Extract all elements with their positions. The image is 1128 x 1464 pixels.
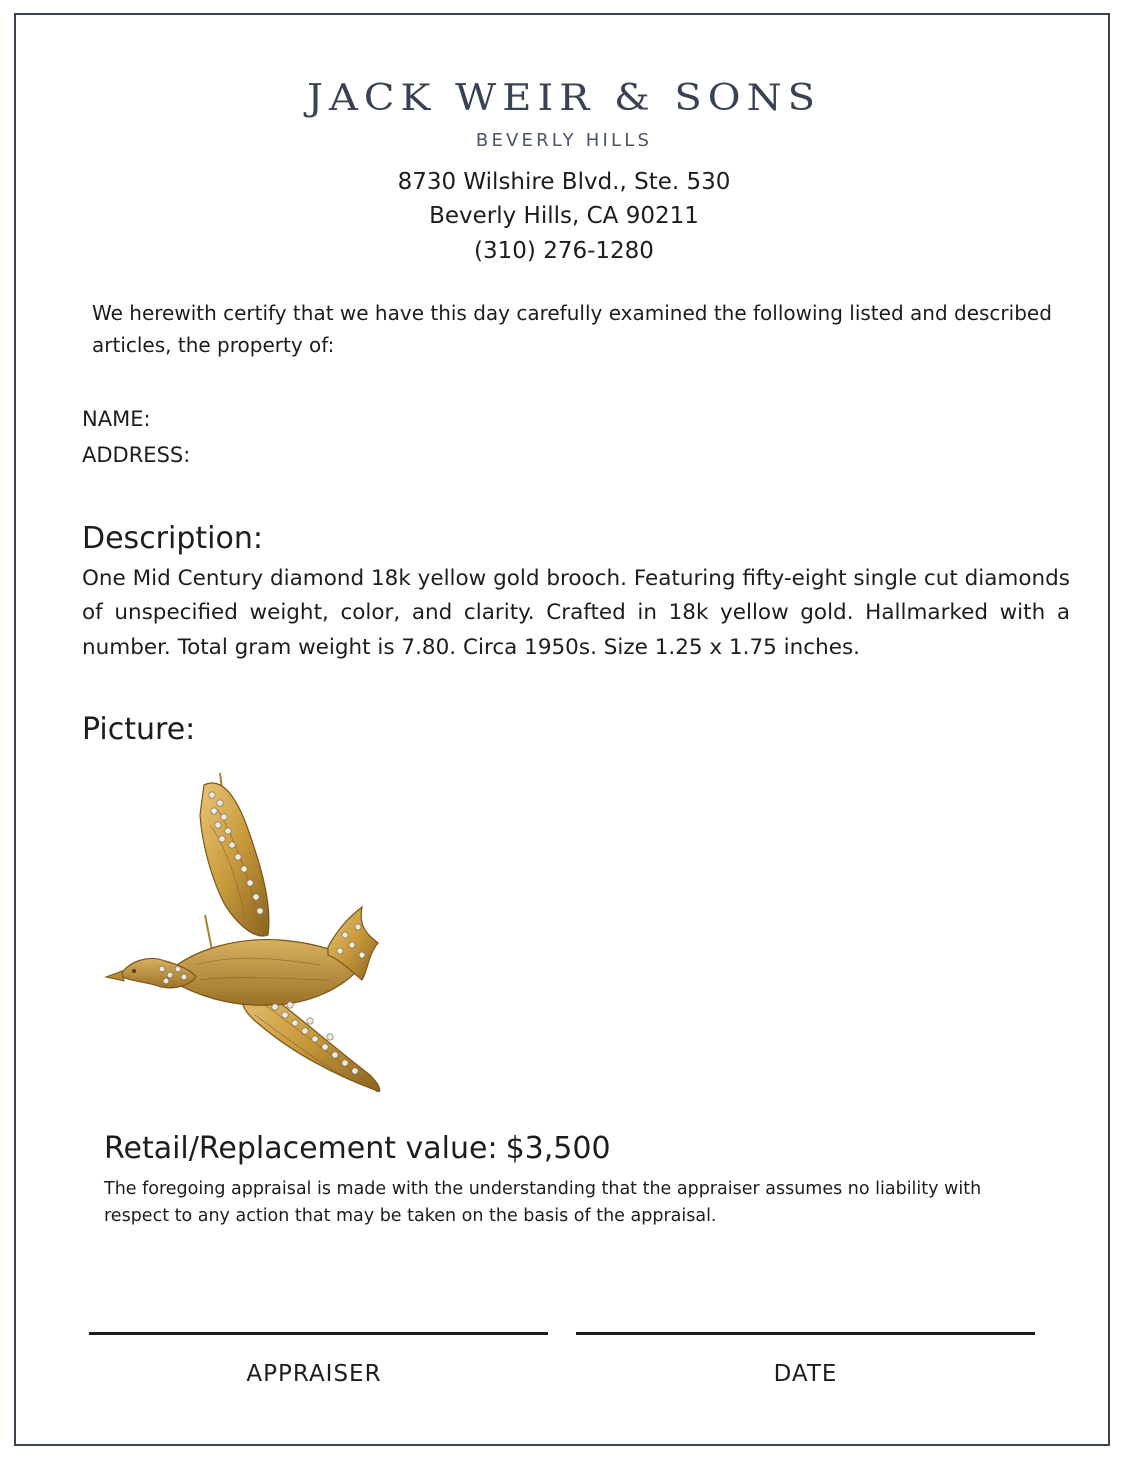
address-line-1: 8730 Wilshire Blvd., Ste. 530	[397, 169, 731, 195]
address-line-2: Beverly Hills, CA 90211	[429, 203, 699, 229]
valuation-label: Retail/Replacement value:	[104, 1131, 498, 1166]
certification-statement: We herewith certify that we have this day carefully examined the following listed and described articles, the property of:	[92, 301, 1052, 357]
brand-location: BEVERLY HILLS	[475, 130, 653, 151]
description-heading: Description:	[82, 521, 263, 556]
phone-number: (310) 276-1280	[474, 238, 654, 264]
brooch-photo	[100, 765, 390, 1095]
appraiser-signature-line	[89, 1332, 548, 1335]
brand-name: JACK WEIR & SONS	[307, 76, 821, 120]
description-text: One Mid Century diamond 18k yellow gold brooch. Featuring fifty-eight single cut diamonds of unspecified weight, color, and clarity. Crafted in 18k yellow gold. Hallmarked with a number. Total gram weight is 7.80. Circa 1950s. Size 1.25 x 1.75 inches.	[82, 566, 1070, 660]
name-label: NAME:	[82, 407, 151, 431]
disclaimer-text: The foregoing appraisal is made with the understanding that the appraiser assumes no liability with respect to any action that may be taken on the basis of the appraisal.	[104, 1179, 982, 1226]
appraiser-label: APPRAISER	[246, 1361, 382, 1387]
picture-heading: Picture:	[82, 712, 196, 747]
valuation-amount: $3,500	[505, 1131, 611, 1166]
date-signature-line	[576, 1332, 1035, 1335]
valuation-row	[104, 1128, 611, 1170]
address-label: ADDRESS:	[82, 443, 191, 467]
date-label: DATE	[773, 1361, 838, 1387]
